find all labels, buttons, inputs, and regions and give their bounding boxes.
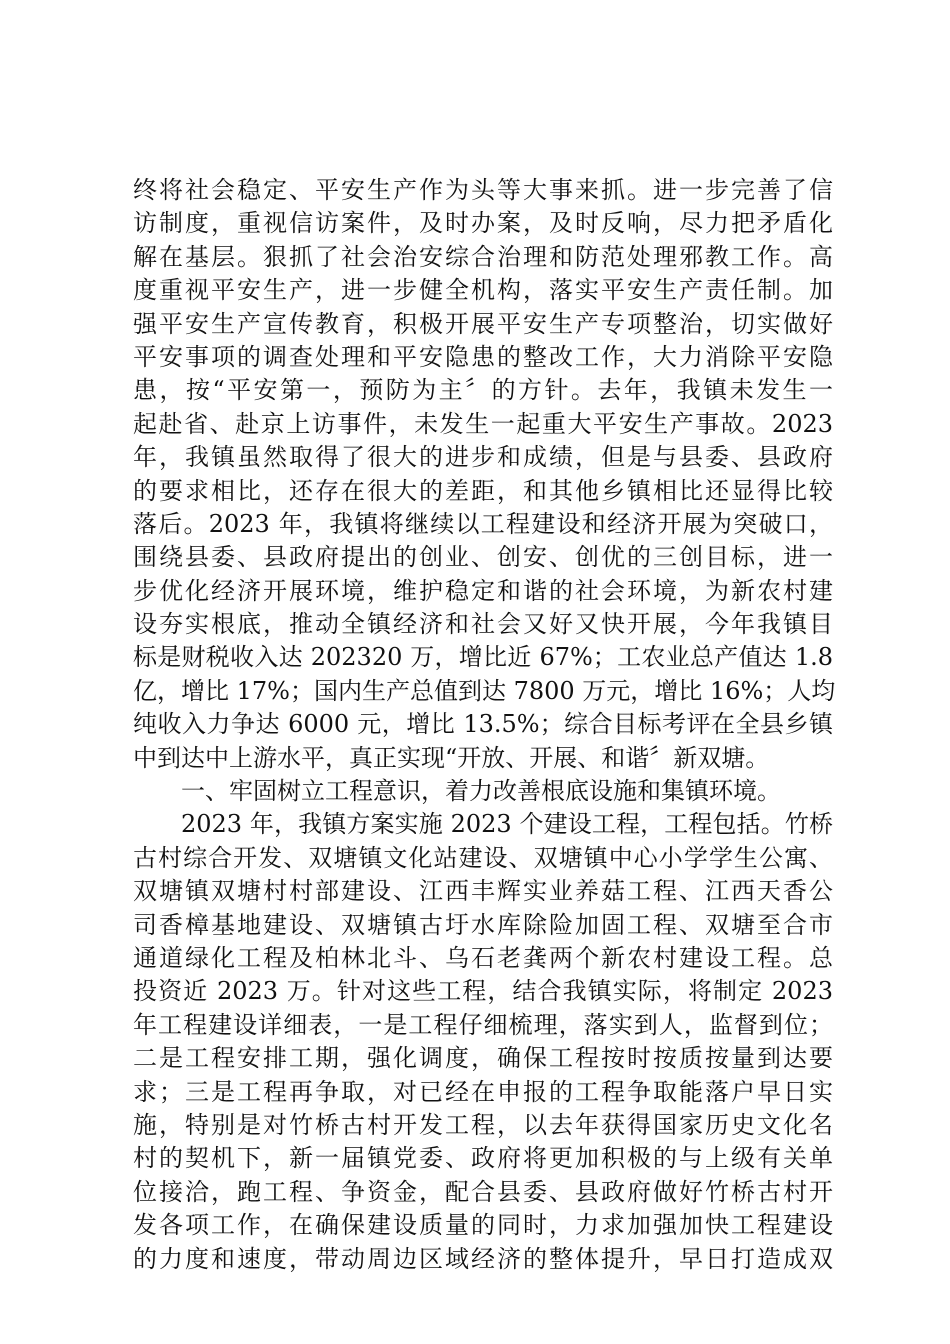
text-line: 围绕县委、县政府提出的创业、创安、创优的三创目标，进一 (133, 543, 833, 572)
text-line: 平安事项的调查处理和平安隐患的整改工作，大力消除平安隐 (133, 342, 833, 371)
text-line: 司香樟基地建设、双塘镇古圩水库除险加固工程、双塘至合市 (133, 910, 833, 939)
text-line: 的力度和速度，带动周边区域经济的整体提升，早日打造成双 (133, 1244, 833, 1273)
text-line: 度重视平安生产，进一步健全机构，落实平安生产责任制。加 (133, 276, 833, 305)
text-line: 投资近 2023 万。针对这些工程，结合我镇实际，将制定 2023 (133, 977, 833, 1006)
text-line: 患，按“平安第一，预防为主〞的方针。去年，我镇未发生一 (133, 376, 833, 405)
text-line: 亿，增比 17%；国内生产总值到达 7800 万元，增比 16%；人均 (133, 676, 836, 705)
text-line: 起赴省、赴京上访事件，未发生一起重大平安生产事故。2023 (133, 409, 833, 438)
text-line: 古村综合开发、双塘镇文化站建设、双塘镇中心小学学生公寓、 (133, 843, 833, 872)
text-line: 位接洽，跑工程、争资金，配合县委、县政府做好竹桥古村开 (133, 1177, 833, 1206)
text-line: 解在基层。狠抓了社会治安综合治理和防范处理邪教工作。高 (133, 242, 833, 271)
text-line: 标是财税收入达 202320 万，增比近 67%；工农业总产值达 1.8 (133, 643, 833, 672)
text-line: 访制度，重视信访案件，及时办案，及时反响，尽力把矛盾化 (133, 209, 833, 238)
text-line: 年工程建设详细表，一是工程仔细梳理，落实到人，监督到位； (133, 1010, 833, 1039)
text-line: 二是工程安排工期，强化调度，确保工程按时按质按量到达要 (133, 1044, 833, 1073)
text-line: 中到达中上游水平，真正实现“开放、开展、和谐〞新双塘。 (133, 743, 770, 772)
text-line: 发各项工作，在确保建设质量的同时，力求加强加快工程建设 (133, 1211, 833, 1240)
text-line: 步优化经济开展环境，维护稳定和谐的社会环境，为新农村建 (133, 576, 833, 605)
text-line: 双塘镇双塘村村部建设、江西丰辉实业养菇工程、江西天香公 (133, 877, 833, 906)
text-line: 求；三是工程再争取，对已经在申报的工程争取能落户早日实 (133, 1077, 833, 1106)
text-line: 纯收入力争达 6000 元，增比 13.5%；综合目标考评在全县乡镇 (133, 710, 833, 739)
text-line: 的要求相比，还存在很大的差距，和其他乡镇相比还显得比较 (133, 476, 833, 505)
text-line: 终将社会稳定、平安生产作为头等大事来抓。进一步完善了信 (133, 176, 833, 204)
text-line: 施，特别是对竹桥古村开发工程，以去年获得国家历史文化名 (133, 1110, 833, 1139)
text-line: 村的契机下，新一届镇党委、政府将更加积极的与上级有关单 (133, 1144, 833, 1173)
document-body (133, 174, 836, 1276)
section-heading: 一、牢固树立工程意识，着力改善根底设施和集镇环境。 (181, 777, 781, 806)
text-line: 2023 年，我镇方案实施 2023 个建设工程，工程包括。竹桥 (181, 810, 833, 839)
text-line: 设夯实根底，推动全镇经济和社会又好又快开展，今年我镇目 (133, 610, 833, 639)
text-line: 落后。2023 年，我镇将继续以工程建设和经济开展为突破口， (133, 509, 833, 538)
text-line: 年，我镇虽然取得了很大的进步和成绩，但是与县委、县政府 (133, 443, 833, 472)
text-line: 通道绿化工程及柏林北斗、乌石老龚两个新农村建设工程。总 (133, 943, 833, 972)
text-line: 强平安生产宣传教育，积极开展平安生产专项整治，切实做好 (133, 309, 833, 338)
